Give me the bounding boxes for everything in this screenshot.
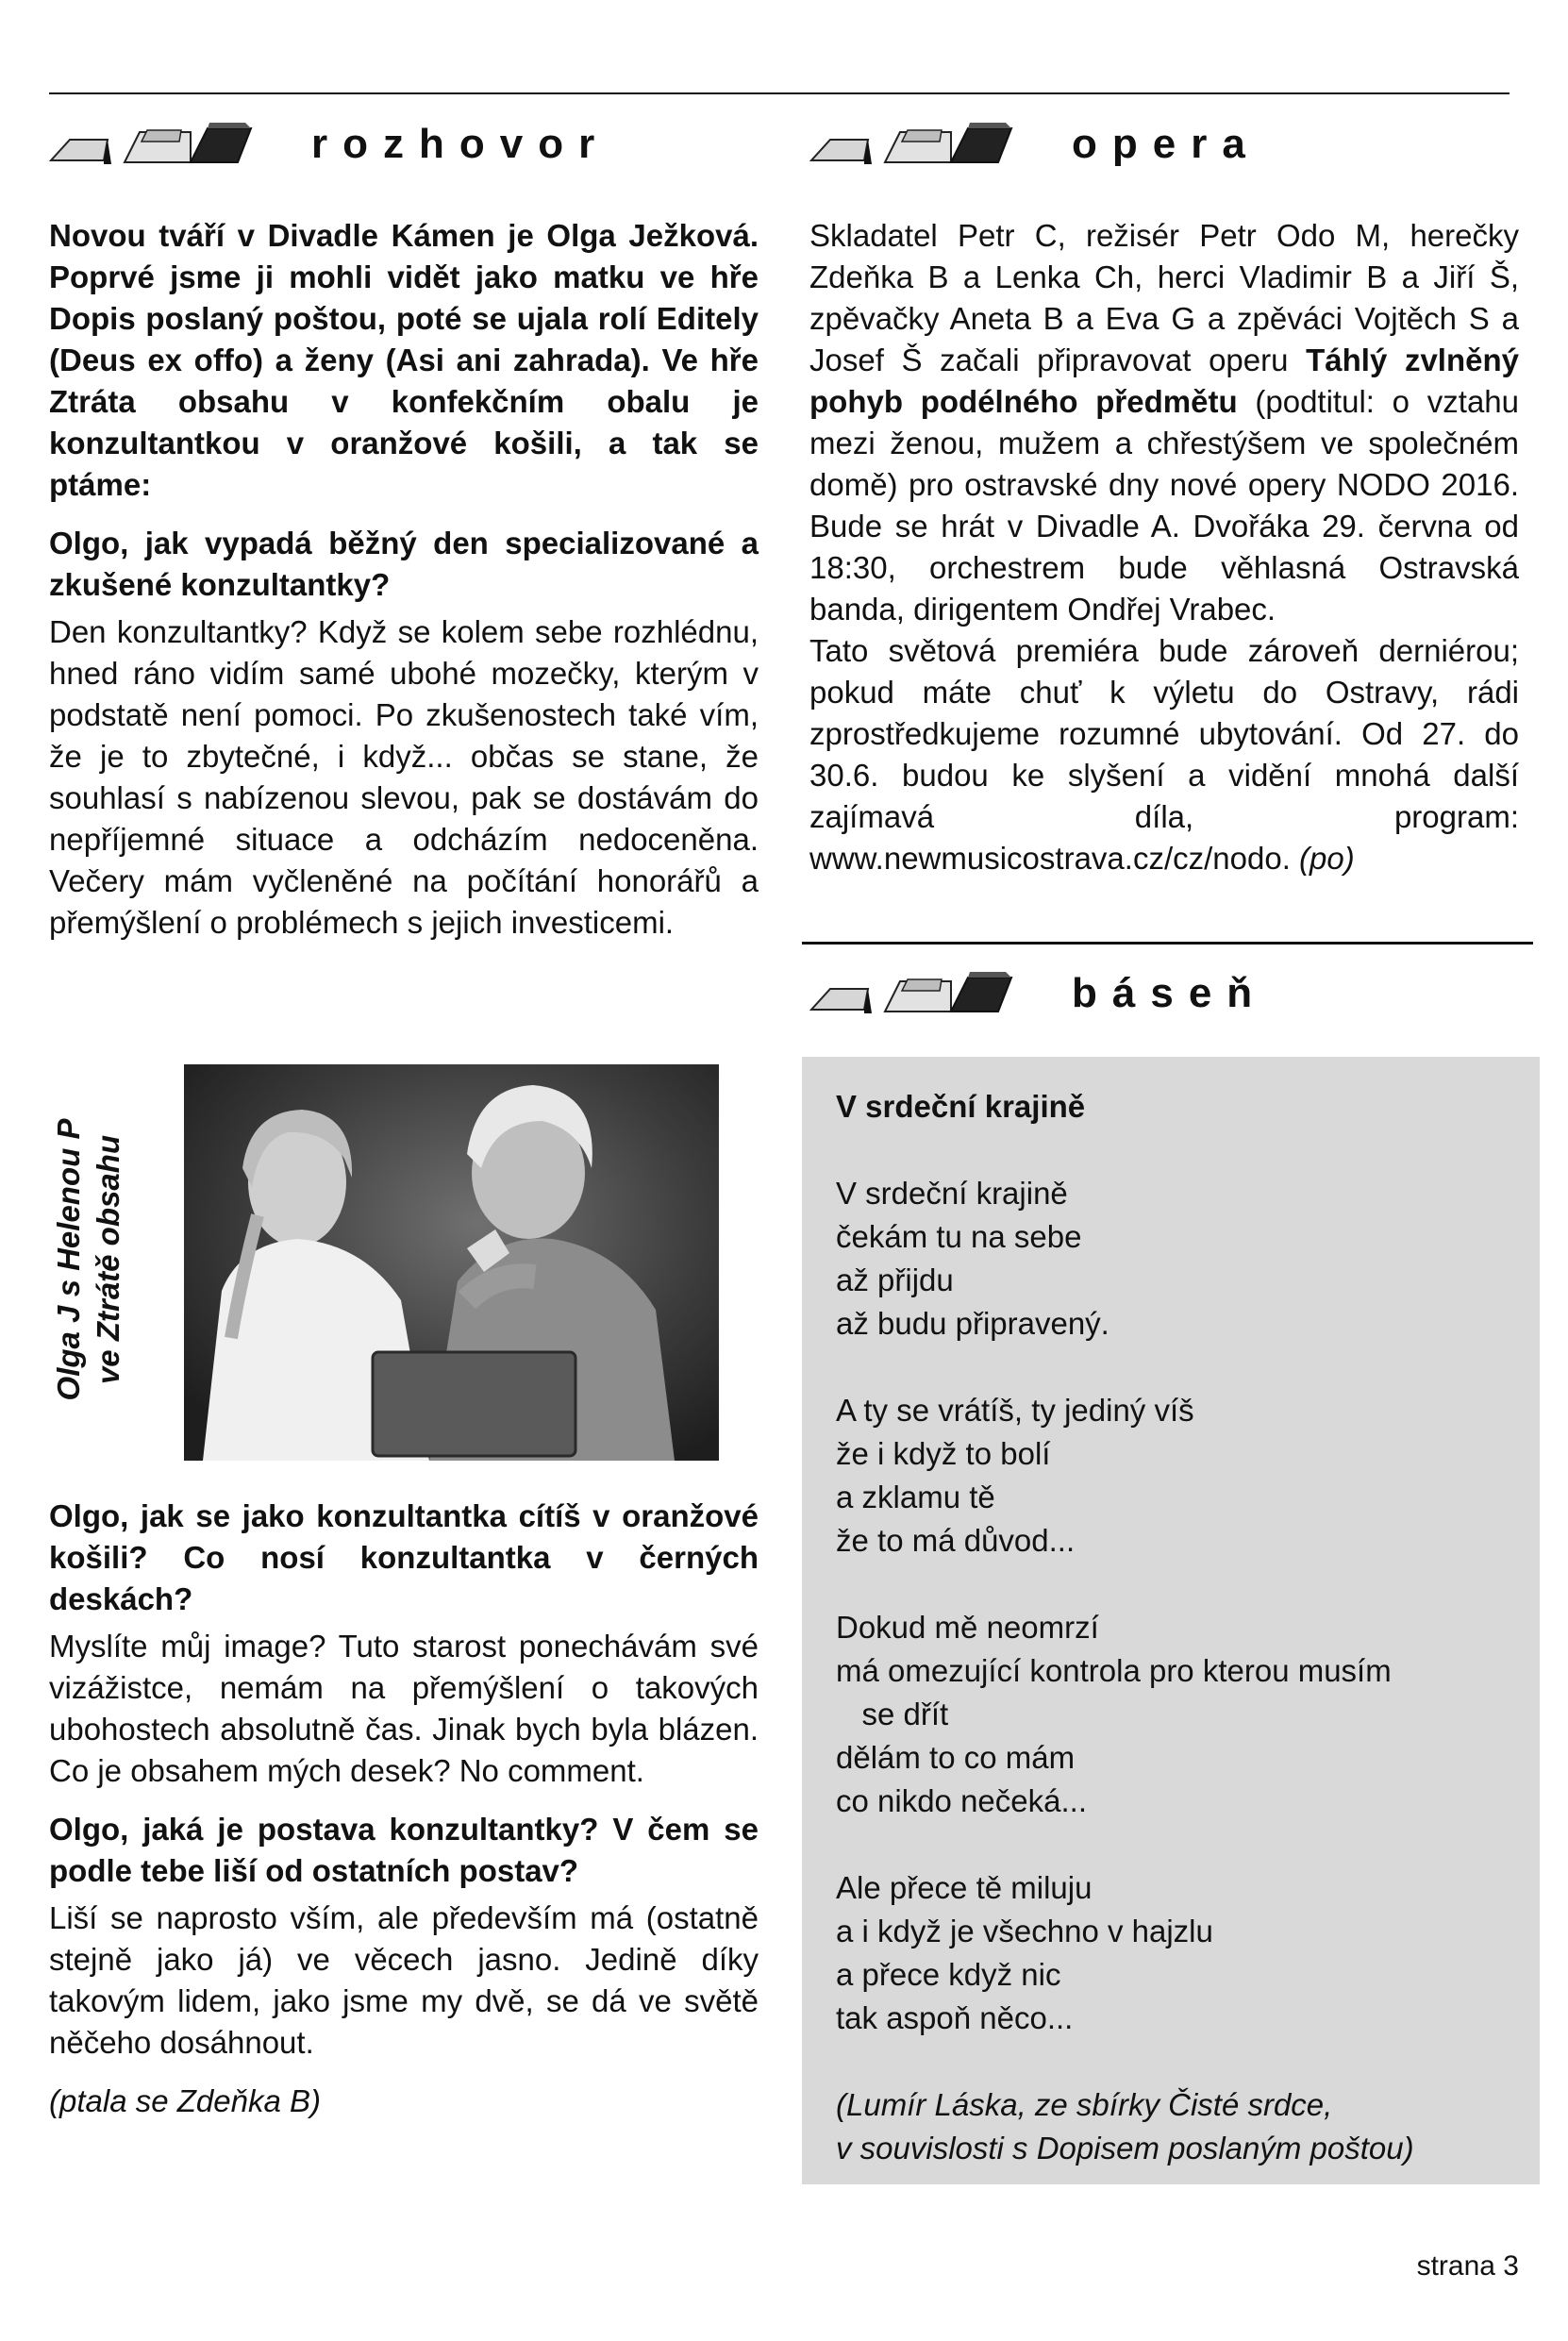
poem	[836, 1085, 1515, 2170]
photo-caption-line-1: Olga J s Helenou P	[51, 1118, 86, 1401]
section-title-interview: rozhovor	[311, 121, 610, 167]
poem-line: až přijdu	[836, 1262, 954, 1297]
section-blocks-icon	[809, 121, 1045, 168]
poem-line: čekám tu na sebe	[836, 1219, 1082, 1254]
poem-line: a zklamu tě	[836, 1480, 995, 1514]
top-rule	[49, 92, 1510, 94]
section-blocks-icon	[49, 121, 285, 168]
poem-line: že to má důvod...	[836, 1523, 1076, 1558]
poem-credit-line-1: (Lumír Láska, ze sbírky Čisté srdce,	[836, 2087, 1333, 2122]
opera-bottom-rule	[802, 942, 1533, 945]
opera-title: Táhlý zvlněný pohyb podélného předmětu	[809, 343, 1520, 419]
opera-text-2: Tato světová premiéra bude zároveň derniérou; pokud máte chuť k výletu do Ostravy, rádi zprostředkujeme rozumné ubytování. Od 27. do 30.6. budou ke slyšení a vidění mnohá další zajímavá díla, program: www.newmusicostrava.cz/cz/nodo.	[809, 633, 1519, 876]
poem-stanza	[836, 1172, 1515, 1346]
interview-answer-3: Liší se naprosto vším, ale především má (ostatně stejně jako já) ve věcech jasno. Jedině díky takovým lidem, jako jsme my dvě, se dá ve světě něčeho dosáhnout.	[49, 1900, 759, 2060]
page-number: strana 3	[1416, 2250, 1519, 2282]
poem-line: se dřít	[836, 1697, 949, 1731]
poem-box	[802, 1057, 1540, 2184]
section-head-interview	[49, 121, 609, 168]
opera-paragraph-1	[809, 215, 1519, 630]
section-title-opera: opera	[1072, 121, 1260, 167]
section-title-poem: báseň	[1072, 970, 1268, 1016]
photo-olga-and-helena	[184, 1064, 719, 1461]
opera-paragraph-2	[809, 630, 1519, 879]
interview-question-1: Olgo, jak vypadá běžný den specializované a zkušené konzultantky?	[49, 526, 759, 602]
photo-illustration	[184, 1064, 719, 1461]
poem-title: V srdeční krajině	[836, 1089, 1086, 1124]
poem-line: a i když je všechno v hajzlu	[836, 1914, 1213, 1948]
section-head-opera	[809, 121, 1260, 168]
poem-stanza	[836, 1866, 1515, 2040]
opera-article	[809, 215, 1519, 879]
poem-line: a přece když nic	[836, 1957, 1061, 1992]
poem-credit-line-2: v souvislosti s Dopisem poslaným poštou)	[836, 2131, 1414, 2165]
photo-caption	[49, 1080, 128, 1439]
interview-question-3: Olgo, jaká je postava konzultantky? V čem se podle tebe liší od ostatních postav?	[49, 1812, 759, 1888]
poem-line: Dokud mě neomrzí	[836, 1610, 1099, 1645]
interview-question-2: Olgo, jak se jako konzultantka cítíš v oranžové košili? Co nosí konzultantka v černých deskách?	[49, 1498, 759, 1616]
poem-line: A ty se vrátíš, ty jediný víš	[836, 1393, 1194, 1428]
poem-line: má omezující kontrola pro kterou musím	[836, 1653, 1392, 1688]
poem-stanza	[836, 1606, 1515, 1823]
photo-caption-line-2: ve Ztrátě obsahu	[91, 1134, 125, 1385]
poem-stanza	[836, 1389, 1515, 1563]
opera-text-before: Skladatel Petr C, režisér Petr Odo M, herečky Zdeňka B a Lenka Ch, herci Vladimir B a Jiří Š, zpěvačky Aneta B a Eva G a zpěváci Vojtěch S a Josef Š začali připravovat operu	[809, 218, 1519, 377]
opera-text-after: (podtitul: o vztahu mezi ženou, mužem a chřestýšem ve společném domě) pro ostravské dny nové opery NODO 2016. Bude se hrát v Divadle A. Dvořáka 29. června od 18:30, orchestrem bude věhlasná Ostravská banda, dirigentem Ondřej Vrabec.	[809, 384, 1520, 627]
interview-signature: (ptala se Zdeňka B)	[49, 2083, 321, 2118]
interview-answer-2: Myslíte můj image? Tuto starost ponechávám své vizážistce, nemám na přemýšlení o takových ubohostech absolutně čas. Jinak bych byla blázen. Co je obsahem mých desek? No comment.	[49, 1629, 759, 1788]
poem-line: dělám to co mám	[836, 1740, 1076, 1775]
poem-line: co nikdo nečeká...	[836, 1783, 1087, 1818]
section-blocks-icon	[809, 970, 1045, 1017]
poem-line: až budu připravený.	[836, 1306, 1109, 1341]
opera-signature: (po)	[1299, 841, 1355, 876]
interview-answer-1: Den konzultantky? Když se kolem sebe rozhlédnu, hned ráno vidím samé ubohé mozečky, kterým v podstatě není pomoci. Po zkušenostech také vím, že je to zbytečné, i když... občas se stane, že souhlasí s nabízenou slevou, pak se dostávám do nepříjemné situace a odcházím nedoceněna. Večery mám vyčleněné na počítání honorářů a přemýšlení o problémech s jejich investicemi.	[49, 614, 759, 940]
poem-line: že i když to bolí	[836, 1436, 1051, 1471]
poem-line: V srdeční krajině	[836, 1176, 1068, 1211]
poem-line: tak aspoň něco...	[836, 2000, 1074, 2035]
interview-bottom	[49, 1496, 759, 2122]
interview-intro: Novou tváří v Divadle Kámen je Olga Ježková. Poprvé jsme ji mohli vidět jako matku ve hře Dopis poslaný poštou, poté se ujala rolí Editely (Deus ex offo) a ženy (Asi ani zahrada). Ve hře Ztráta obsahu v konfekčním obalu je konzultantkou v oranžové košili, a tak se ptáme:	[49, 218, 759, 502]
interview-top	[49, 215, 759, 944]
section-head-poem	[809, 970, 1267, 1017]
poem-line: Ale přece tě miluju	[836, 1870, 1093, 1905]
